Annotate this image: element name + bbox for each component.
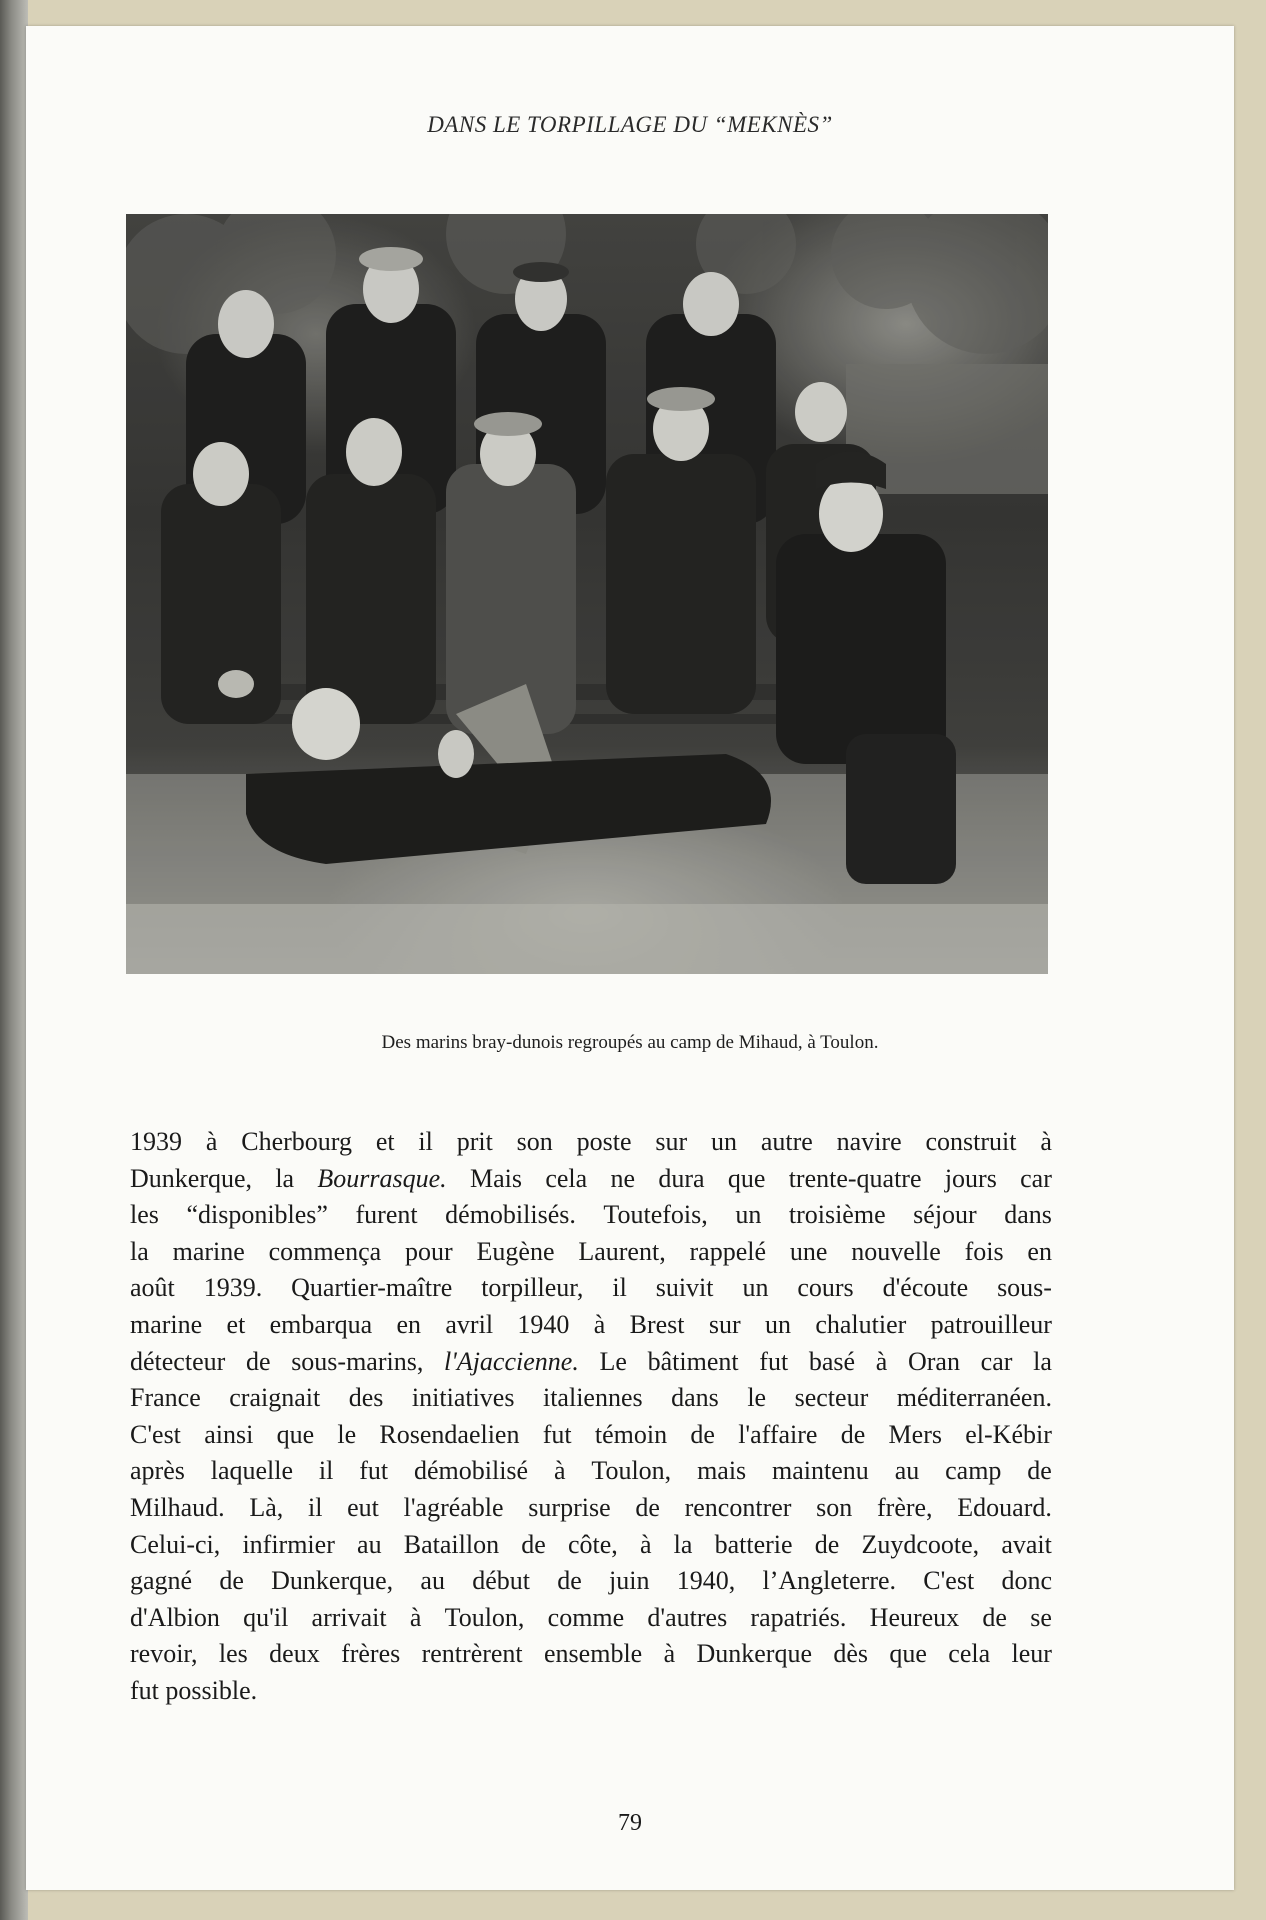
word: suivit [655, 1273, 714, 1303]
text-line [130, 1344, 1052, 1381]
word: 1939 [130, 1127, 182, 1156]
word: à [1040, 1127, 1052, 1156]
word: sur [655, 1127, 688, 1156]
word: dans [671, 1383, 719, 1413]
word: une [789, 1236, 828, 1266]
text-line [130, 1453, 1052, 1490]
word: d'écoute [882, 1273, 969, 1303]
word: deux [269, 1639, 320, 1669]
word: Mais [470, 1163, 522, 1193]
word: de [982, 1602, 1007, 1632]
word: commença [268, 1236, 382, 1266]
word: Dunkerque, [271, 1566, 394, 1596]
word: après [130, 1456, 185, 1486]
text-line [130, 1197, 1052, 1234]
word: Bataillon [403, 1529, 500, 1559]
word: que [276, 1419, 315, 1449]
word: la [130, 1236, 149, 1266]
word: au [357, 1529, 382, 1559]
word: fois [964, 1236, 1004, 1266]
word: initiatives [411, 1383, 515, 1413]
word: le [747, 1383, 767, 1413]
word: gagné [130, 1566, 193, 1596]
word: séjour [913, 1200, 977, 1230]
word: il [612, 1273, 627, 1303]
word: laquelle [210, 1456, 294, 1486]
word: torpilleur, [481, 1273, 584, 1303]
word: l'affaire [738, 1419, 818, 1449]
word: le [337, 1419, 357, 1449]
word: C'est [923, 1566, 975, 1596]
text-line [130, 1234, 1052, 1271]
word: avait [1001, 1529, 1052, 1559]
word: revoir, [130, 1639, 198, 1669]
word: Rosendaelien [379, 1419, 520, 1449]
word: fut [542, 1419, 572, 1449]
word: rapatriés. [750, 1602, 847, 1632]
word: dès [833, 1639, 869, 1669]
word: juin [609, 1566, 650, 1596]
word: navire [836, 1127, 902, 1156]
group-photograph [126, 214, 1048, 974]
word: fut possible. [130, 1675, 258, 1705]
word: l'Ajaccienne. [444, 1346, 579, 1376]
word: car [1020, 1163, 1052, 1193]
book-spine-shadow [0, 0, 28, 1920]
body-text [130, 1124, 1052, 1710]
word: à [553, 1456, 566, 1486]
word: côte, [567, 1529, 618, 1559]
text-line [130, 1563, 1052, 1600]
word: Toulon, [444, 1602, 525, 1632]
word: Edouard. [957, 1492, 1052, 1522]
word: Quartier-maître [291, 1273, 453, 1303]
word: d'autres [647, 1602, 728, 1632]
word: autre [760, 1127, 813, 1156]
book-page [26, 26, 1234, 1890]
word: à [205, 1127, 218, 1156]
word: pour [405, 1236, 453, 1266]
word: de [219, 1566, 244, 1596]
text-line [130, 1161, 1052, 1198]
word: Heureux [869, 1602, 960, 1632]
word: Cherbourg [241, 1127, 352, 1156]
word: marine [172, 1236, 245, 1266]
word: il [307, 1492, 323, 1522]
word: Eugène [476, 1236, 555, 1266]
word: se [1030, 1602, 1052, 1632]
word: dura [658, 1163, 705, 1193]
word: de [814, 1529, 840, 1559]
word: Dunkerque, [130, 1163, 253, 1193]
word: Là, [249, 1492, 284, 1522]
word: frère, [877, 1492, 933, 1522]
word: eut [347, 1492, 379, 1522]
word: cours [797, 1273, 854, 1303]
word: Dunkerque [696, 1639, 812, 1669]
word: mais [697, 1456, 747, 1486]
word: de [1027, 1456, 1052, 1486]
word: l’Angleterre. [762, 1566, 897, 1596]
word: son [516, 1127, 553, 1156]
text-line [130, 1636, 1052, 1673]
word: patrouilleur [930, 1309, 1052, 1339]
word: comme [547, 1602, 625, 1632]
word: un [711, 1127, 737, 1156]
text-line [130, 1380, 1052, 1417]
word: nouvelle [851, 1236, 941, 1266]
word: à [409, 1602, 422, 1632]
word: méditerranéen. [896, 1383, 1052, 1413]
word: marine [130, 1309, 203, 1339]
word: août [130, 1273, 175, 1303]
word: début [472, 1566, 530, 1596]
page-number: 79 [618, 1810, 642, 1836]
word: au [420, 1566, 445, 1596]
word: dans [1004, 1200, 1052, 1230]
word: l'agréable [403, 1492, 504, 1522]
word: 1940 [517, 1309, 570, 1339]
word: en [1027, 1236, 1052, 1266]
word: trente-quatre [788, 1163, 922, 1193]
word: et [375, 1127, 395, 1156]
word: Laurent, [578, 1236, 666, 1266]
word: à [639, 1529, 652, 1559]
sailors-photo-illustration [126, 214, 1048, 974]
word: au [894, 1456, 920, 1486]
word: maintenu [772, 1456, 869, 1486]
word: prit [456, 1127, 493, 1156]
word: de [245, 1346, 271, 1376]
word: sous-marins, [291, 1346, 424, 1376]
word: à [663, 1639, 676, 1669]
word: arrivait [311, 1602, 387, 1632]
word: avril [445, 1309, 494, 1339]
word: témoin [594, 1419, 668, 1449]
word: démobilisé [414, 1456, 529, 1486]
word: rentrèrent [421, 1639, 523, 1669]
word: un [735, 1200, 762, 1230]
text-line [130, 1417, 1052, 1454]
word: démobilisés. [445, 1200, 576, 1230]
photo-caption: Des marins bray-dunois regroupés au camp de Mihaud, à Toulon. [381, 1032, 879, 1053]
word: un [764, 1309, 791, 1339]
word: son [816, 1492, 853, 1522]
word: craignait [229, 1383, 321, 1413]
word: surprise [528, 1492, 611, 1522]
word: que [889, 1639, 927, 1669]
text-line [130, 1490, 1052, 1527]
word: camp [945, 1456, 1002, 1486]
text-line [130, 1307, 1052, 1344]
word: Celui-ci, [130, 1529, 221, 1559]
word: sous- [997, 1273, 1052, 1303]
word: qu'il [243, 1602, 289, 1632]
word: la [275, 1163, 295, 1193]
word: Oran [908, 1346, 960, 1376]
word: ensemble [544, 1639, 643, 1669]
word: de [557, 1566, 582, 1596]
word: furent [355, 1200, 418, 1230]
word: jours [944, 1163, 997, 1193]
word: italiennes [542, 1383, 643, 1413]
word: la [673, 1529, 693, 1559]
word: Le [599, 1346, 627, 1376]
word: Mers [888, 1419, 942, 1449]
word: Zuydcoote, [861, 1529, 980, 1559]
word: C'est [130, 1419, 181, 1449]
word: “disponibles” [186, 1200, 328, 1230]
word: Milhaud. [130, 1492, 225, 1522]
text-line [130, 1270, 1052, 1307]
word: il [418, 1127, 433, 1156]
word: rappelé [689, 1236, 767, 1266]
word: de [521, 1529, 546, 1559]
word: donc [1001, 1566, 1052, 1596]
word: la [1033, 1346, 1052, 1376]
word: de [690, 1419, 715, 1449]
text-line [130, 1600, 1052, 1637]
text-line [130, 1124, 1052, 1161]
word: car [980, 1346, 1013, 1376]
word: 1939. [203, 1273, 263, 1303]
word: les [130, 1200, 159, 1230]
word: construit [925, 1127, 1017, 1156]
word: un [742, 1273, 769, 1303]
word: en [396, 1309, 422, 1339]
word: fut [759, 1346, 789, 1376]
text-line [130, 1673, 1052, 1710]
word: que [727, 1163, 766, 1193]
word: secteur [794, 1383, 869, 1413]
text-line [130, 1527, 1052, 1564]
word: leur [1011, 1639, 1052, 1669]
word: il [318, 1456, 334, 1486]
word: détecteur [130, 1346, 226, 1376]
word: embarqua [269, 1309, 373, 1339]
word: basé [808, 1346, 856, 1376]
word: à [593, 1309, 606, 1339]
word: batterie [714, 1529, 793, 1559]
word: frères [341, 1639, 401, 1669]
word: de [635, 1492, 660, 1522]
word: infirmier [242, 1529, 335, 1559]
word: rencontrer [684, 1492, 792, 1522]
word: troisième [788, 1200, 886, 1230]
word: les [218, 1639, 248, 1669]
word: fut [359, 1456, 389, 1486]
running-head: DANS LE TORPILLAGE DU “MEKNÈS” [427, 112, 833, 137]
word: de [840, 1419, 866, 1449]
word: et [226, 1309, 246, 1339]
word: d'Albion [130, 1602, 220, 1632]
word: à [875, 1346, 888, 1376]
word: el-Kébir [965, 1419, 1052, 1449]
word: France [130, 1383, 201, 1413]
word: ne [610, 1163, 636, 1193]
word: cela [545, 1163, 588, 1193]
word: Toutefois, [603, 1200, 708, 1230]
word: bâtiment [647, 1346, 739, 1376]
word: chalutier [815, 1309, 907, 1339]
word: cela [948, 1639, 991, 1669]
word: sur [708, 1309, 741, 1339]
word: poste [576, 1127, 632, 1156]
word: Toulon, [591, 1456, 672, 1486]
word: des [348, 1383, 384, 1413]
word: ainsi [204, 1419, 254, 1449]
word: 1940, [676, 1566, 736, 1596]
word: Bourrasque. [317, 1163, 447, 1193]
word: Brest [629, 1309, 685, 1339]
